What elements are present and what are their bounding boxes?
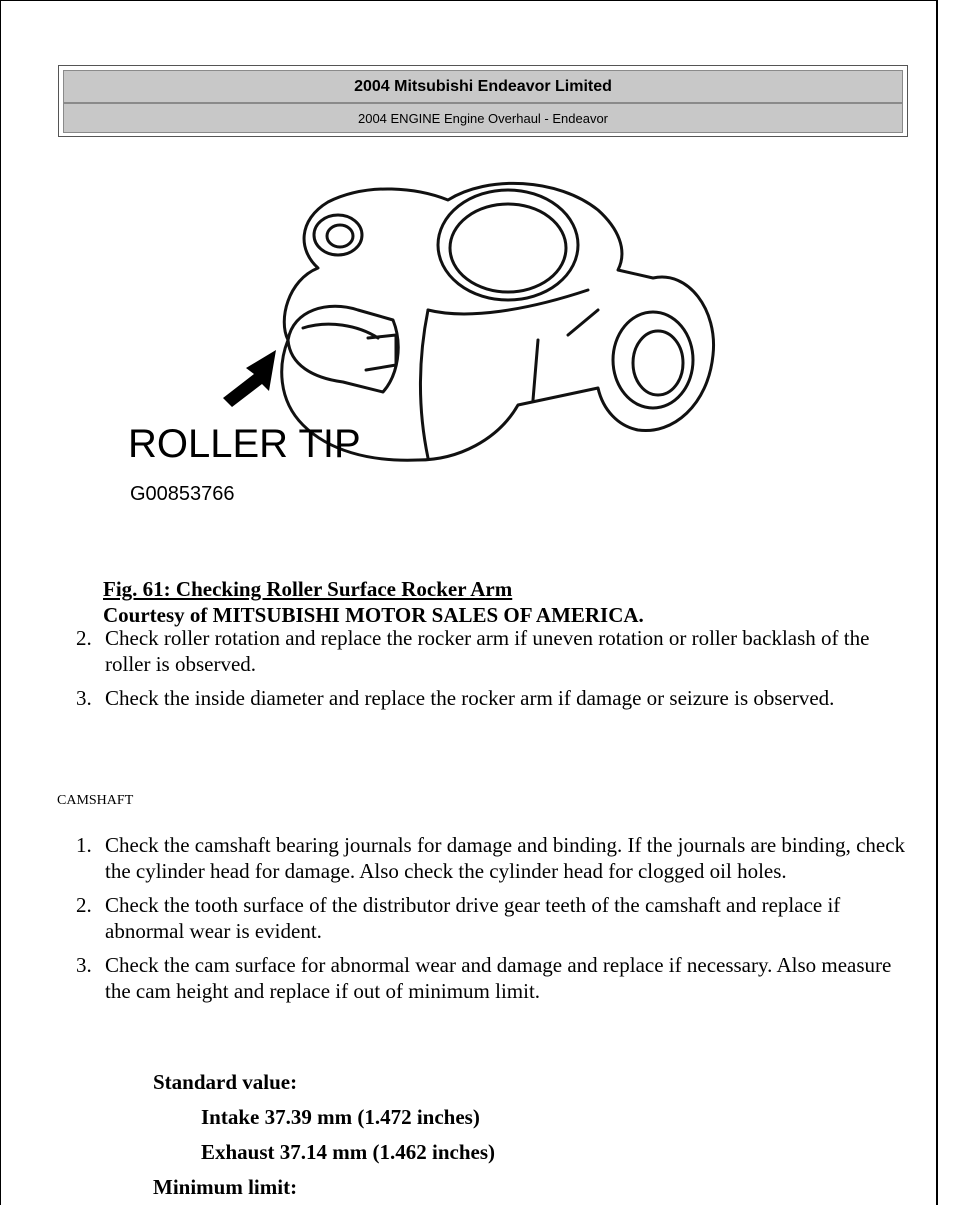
list-item: 3. Check the inside diameter and replace the rocker arm if damage or seizure is observed. (76, 686, 835, 710)
camshaft-steps (57, 832, 907, 1012)
figure-caption-title: Fig. 61: Checking Roller Surface Rocker Arm (103, 577, 513, 601)
figure-code: G00853766 (130, 483, 235, 505)
rocker-arm-boss (438, 190, 578, 300)
figure-label: ROLLER TIP (128, 422, 361, 466)
roller-tip (288, 306, 398, 392)
list-item: 2. Check the tooth surface of the distributor drive gear teeth of the camshaft and replace if abnormal wear is evident. (76, 893, 841, 943)
arrow-icon (223, 350, 276, 407)
exhaust-spec: Exhaust 37.14 mm (1.462 inches) (201, 1140, 496, 1164)
rocker-arm-figure (128, 160, 728, 510)
figure-caption (103, 576, 644, 628)
document-header (58, 65, 908, 137)
list-item: 1. Check the camshaft bearing journals for damage and binding. If the journals are binding, check the cylinder head for damage. Also check the cylinder head for clogged oil holes. (76, 833, 906, 883)
section-heading: CAMSHAFT (57, 793, 134, 808)
header-title: 2004 Mitsubishi Endeavor Limited (63, 70, 903, 103)
list-item: 3. Check the cam surface for abnormal wear and damage and replace if necessary. Also measure the cam height and replace if out of minimum limit. (76, 953, 892, 1003)
rocker-arm-steps (57, 625, 907, 719)
figure-caption-credit: Courtesy of MITSUBISHI MOTOR SALES OF AMERICA. (103, 603, 644, 627)
minimum-limit-label: Minimum limit: (153, 1175, 298, 1199)
header-subtitle: 2004 ENGINE Engine Overhaul - Endeavor (63, 103, 903, 133)
list-item: 2. Check roller rotation and replace the rocker arm if uneven rotation or roller backlash of the roller is observed. (76, 626, 870, 676)
standard-value-label: Standard value: (153, 1070, 298, 1094)
intake-spec: Intake 37.39 mm (1.472 inches) (201, 1105, 480, 1129)
